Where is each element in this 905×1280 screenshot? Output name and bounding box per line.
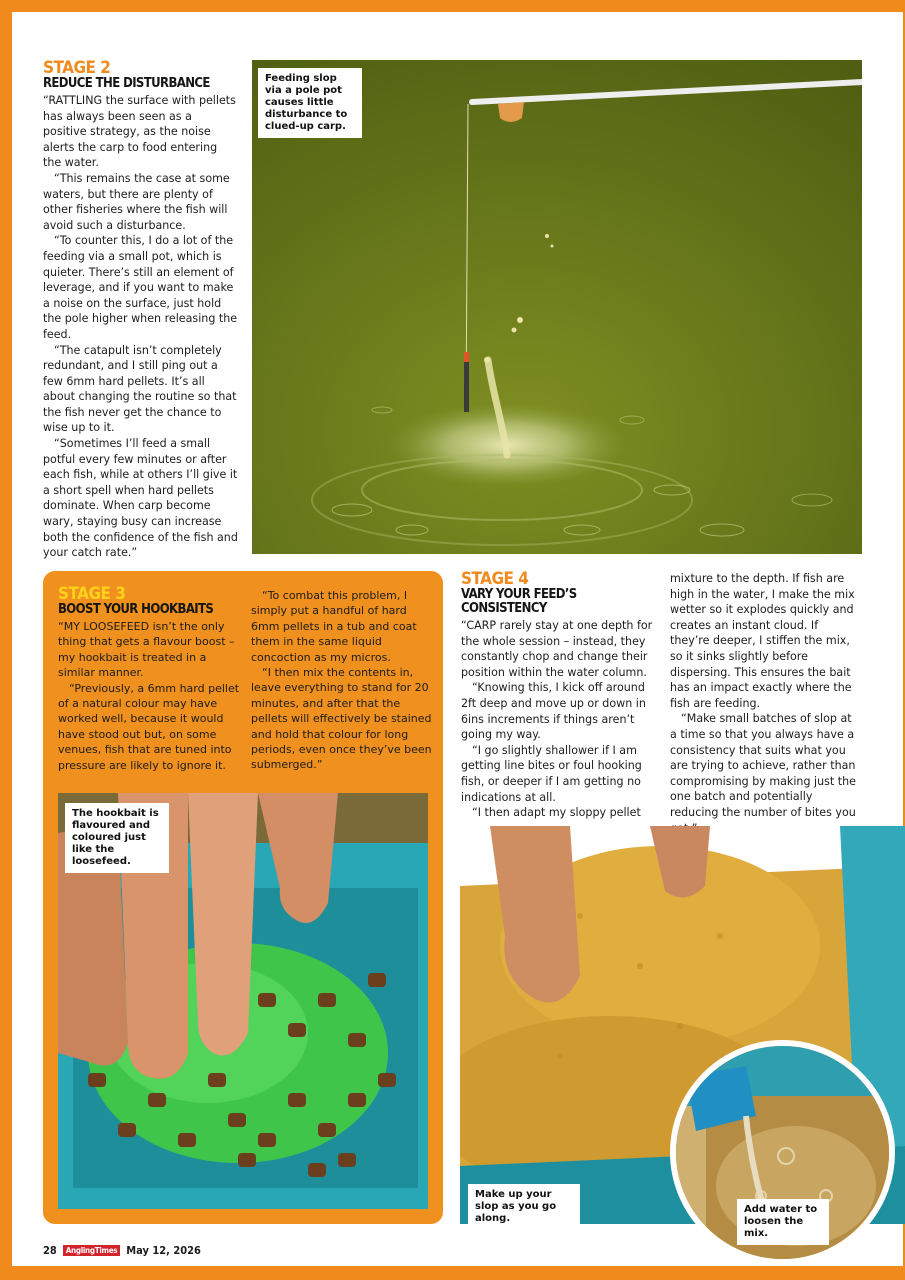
pole-pot-feeding-photo bbox=[252, 60, 862, 554]
inset-caption: Add water to loosen the mix. bbox=[737, 1199, 829, 1245]
paragraph: mixture to the depth. If fish are high in the water, I make the mix wetter so it explodes quickly and creates an instant cloud. If they’re deeper, I stiffen the mix, so it sinks slightly before dispersing. This ensures the bait has an impact exactly where the fish are feeding. bbox=[670, 572, 855, 710]
stage3-column-1 bbox=[58, 586, 243, 773]
stage4-label: STAGE 4 bbox=[461, 569, 529, 589]
left-border bbox=[0, 0, 12, 1280]
bottom-border bbox=[0, 1266, 905, 1280]
paragraph: “Make small batches of slop at a time so that you always have a consistency that suits what you are trying to achieve, rather than compromising by making just the one batch and potentially reducing the number of bites you bbox=[670, 712, 857, 819]
photo3-caption: The hookbait is flavoured and coloured just like the loosefeed. bbox=[65, 803, 169, 873]
brand-logo: AnglingTimes bbox=[63, 1245, 121, 1256]
page-footer bbox=[43, 1243, 201, 1257]
stage2-label: STAGE 2 bbox=[43, 58, 111, 78]
paragraph: “CARP rarely stay at one depth for the whole session – instead, they constantly chop and change their position within the water column. bbox=[461, 619, 653, 679]
stage2-section bbox=[43, 60, 238, 561]
stage4-column-2 bbox=[670, 571, 860, 836]
issue-date: May 12, 2026 bbox=[126, 1243, 201, 1257]
stage3-column-2 bbox=[251, 586, 435, 773]
paragraph: “Previously, a 6mm hard pellet of a natural colour may have worked well, because it would have stood out but, on some venues, fish that are tuned into pressure are likely to ignore it. bbox=[58, 681, 240, 772]
hookbait-tub-photo bbox=[58, 793, 428, 1209]
paragraph: “To counter this, I do a lot of the feeding via a small pot, which is quieter. There’s still an element of leverage, and if you want to make a noise on the surface, just hold the pole higher when releasing the feed. bbox=[43, 234, 238, 341]
top-border bbox=[0, 0, 905, 12]
stage2-heading: REDUCE THE DISTURBANCE bbox=[43, 76, 210, 91]
stage2-body bbox=[43, 93, 238, 561]
photo4-caption: Make up your slop as you go along. bbox=[468, 1184, 580, 1224]
stage3-panel bbox=[43, 571, 443, 1224]
stage4-column-1 bbox=[461, 571, 661, 821]
photo1-caption: Feeding slop via a pole pot causes little disturbance to clued-up carp. bbox=[258, 68, 362, 138]
paragraph: “I then adapt my sloppy pellet bbox=[472, 806, 641, 820]
page-number: 28 bbox=[43, 1243, 57, 1257]
paragraph: “I then mix the contents in, leave everything to stand for 20 minutes, and after that the pellets will effectively be stained and hold that colour for long periods, even once they’ve been submerged.” bbox=[251, 666, 432, 772]
paragraph: “I go slightly shallower if I am getting line bites or foul hooking fish, or deeper if I am getting no indications at all. bbox=[461, 743, 642, 804]
stage3-heading: BOOST YOUR HOOKBAITS bbox=[58, 602, 214, 617]
paragraph: “RATTLING the surface with pellets has always been seen as a positive strategy, as the noise alerts the carp to food entering the water. bbox=[43, 94, 236, 170]
stage4-heading: VARY YOUR FEED’S CONSISTENCY bbox=[461, 587, 577, 616]
paragraph: “Knowing this, I kick off around 2ft deep and move up or down in 6ins increments if things aren’t going my way. bbox=[461, 681, 646, 742]
paragraph: “To combat this problem, I simply put a handful of hard 6mm pellets in a tub and coat them in the same liquid concoction as my micros. bbox=[251, 589, 417, 664]
paragraph: “MY LOOSEFEED isn’t the only thing that gets a flavour boost – my hookbait is treated in a similar manner. bbox=[58, 620, 235, 680]
paragraph: “Sometimes I’ll feed a small potful every few minutes or after each fish, while at others I’ll give it a short spell when hard pellets dominate. When carp become wary, staying busy can increase both the confidence of the fish and your catch rate.” bbox=[43, 437, 238, 560]
stage3-label: STAGE 3 bbox=[58, 584, 126, 604]
paragraph: “This remains the case at some waters, but there are plenty of other fisheries where the fish will avoid such a disturbance. bbox=[43, 171, 230, 232]
paragraph: “The catapult isn’t completely redundant, and I still ping out a few 6mm hard pellets. It’s all about changing the routine so that the fish never get the chance to wise up to it. bbox=[43, 343, 237, 435]
